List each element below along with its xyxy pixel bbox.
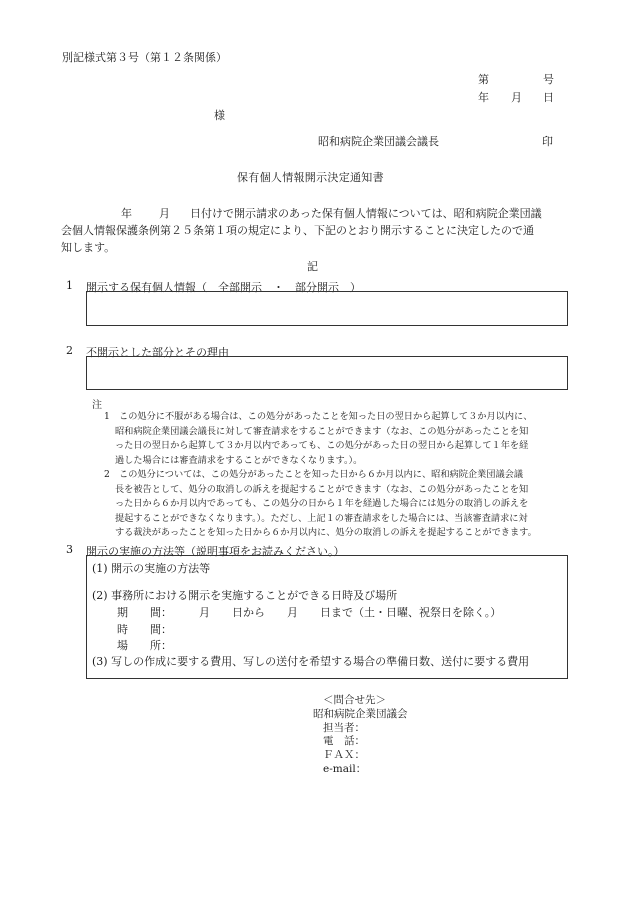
time-label: 時 間：: [117, 623, 172, 636]
contact-org: 昭和病院企業団議会: [313, 707, 408, 720]
note-2-line: する裁決があったことを知った日から６か月以内に、処分の取消しの訴えを提起することができます。: [115, 527, 537, 538]
form-label: 別記様式第３号（第１２条関係）: [62, 51, 227, 64]
note-1-line: 過した場合には審査請求をすることができなくなります。）。: [115, 454, 363, 466]
contact-block: [313, 694, 408, 777]
document-title: 保有個人情報開示決定通知書: [237, 171, 384, 184]
number-suffix: 号: [543, 73, 554, 86]
section2-number: 2: [66, 344, 73, 357]
section3-label: 開示の実施の方法等（説明事項をお読みください。）: [86, 545, 345, 558]
section1-label: 開示する保有個人情報（ 全部開示 ・ 部分開示 ）: [86, 281, 361, 294]
notes-heading: 注: [92, 400, 102, 411]
contact-email: e-mail：: [323, 762, 367, 775]
date-month: 月: [511, 91, 522, 104]
intro-line2: 会個人情報保護条例第２５条第１項の規定により、下記のとおり開示することに決定したので通: [61, 224, 534, 237]
section2-field: [86, 356, 568, 390]
period-label: 期 間：: [117, 606, 172, 619]
contact-fax: ＦＡＸ：: [323, 749, 365, 762]
intro-line3: 知します。: [61, 241, 116, 254]
section1-number: 1: [66, 279, 73, 292]
period-value: 月 日から 月 日まで（土・日曜、祝祭日を除く。）: [199, 606, 502, 619]
section2-label: 不開示とした部分とその理由: [86, 346, 229, 359]
note-1-line: 1 この処分に不服がある場合は、この処分があったことを知った日の翌日から起算して３か月以内に、: [104, 411, 533, 422]
intro-year: 年: [121, 207, 132, 220]
note-2: [104, 468, 537, 541]
date-day: 日: [543, 91, 554, 104]
note-2-line: 提起することができなくなります。）。ただし、上記１の審査請求をした場合には、当該審査請求に対: [115, 512, 528, 524]
section3-item3: (3) 写しの作成に要する費用、写しの送付を希望する場合の準備日数、送付に要する費用: [92, 655, 530, 668]
number-prefix: 第: [478, 73, 489, 86]
place-label: 場 所：: [117, 639, 172, 652]
contact-heading: ＜問合せ先＞: [323, 694, 386, 706]
issuer-name: 昭和病院企業団議会議長: [318, 135, 439, 148]
note-2-line: 2 この処分については、この処分があったことを知った日から６か月以内に、昭和病院企業団議会議: [104, 469, 524, 480]
intro-month: 月: [159, 207, 170, 220]
note-2-line: 長を被告として、処分の取消しの訴えを提起することができます（なお、この処分があったことを知: [115, 483, 529, 495]
addressee-suffix: 様: [214, 109, 225, 122]
note-1: [104, 410, 532, 468]
note-2-line: った日から６か月以内であっても、この処分の日から１年を経過した場合には処分の取消しの訴えを: [115, 498, 529, 509]
date-year: 年: [478, 91, 489, 104]
note-1-line: った日の翌日から起算して３か月以内であっても、この処分があった日の翌日から起算して１年を経: [115, 440, 529, 451]
section3-item2: (2) 事務所における開示を実施することができる日時及び場所: [92, 589, 398, 602]
seal-mark: 印: [542, 135, 553, 148]
section3-item1: (1) 開示の実施の方法等: [92, 562, 211, 575]
ki-mark: 記: [307, 260, 318, 273]
contact-person: 担当者：: [323, 721, 365, 734]
section3-number: 3: [66, 543, 73, 556]
note-1-line: 昭和病院企業団議会議長に対して審査請求をすることができます（なお、この処分があったことを知: [115, 425, 529, 437]
contact-phone: 電 話：: [323, 735, 365, 748]
intro-line1: 日付けで開示請求のあった保有個人情報については、昭和病院企業団議: [190, 207, 542, 220]
section1-field: [86, 291, 568, 326]
